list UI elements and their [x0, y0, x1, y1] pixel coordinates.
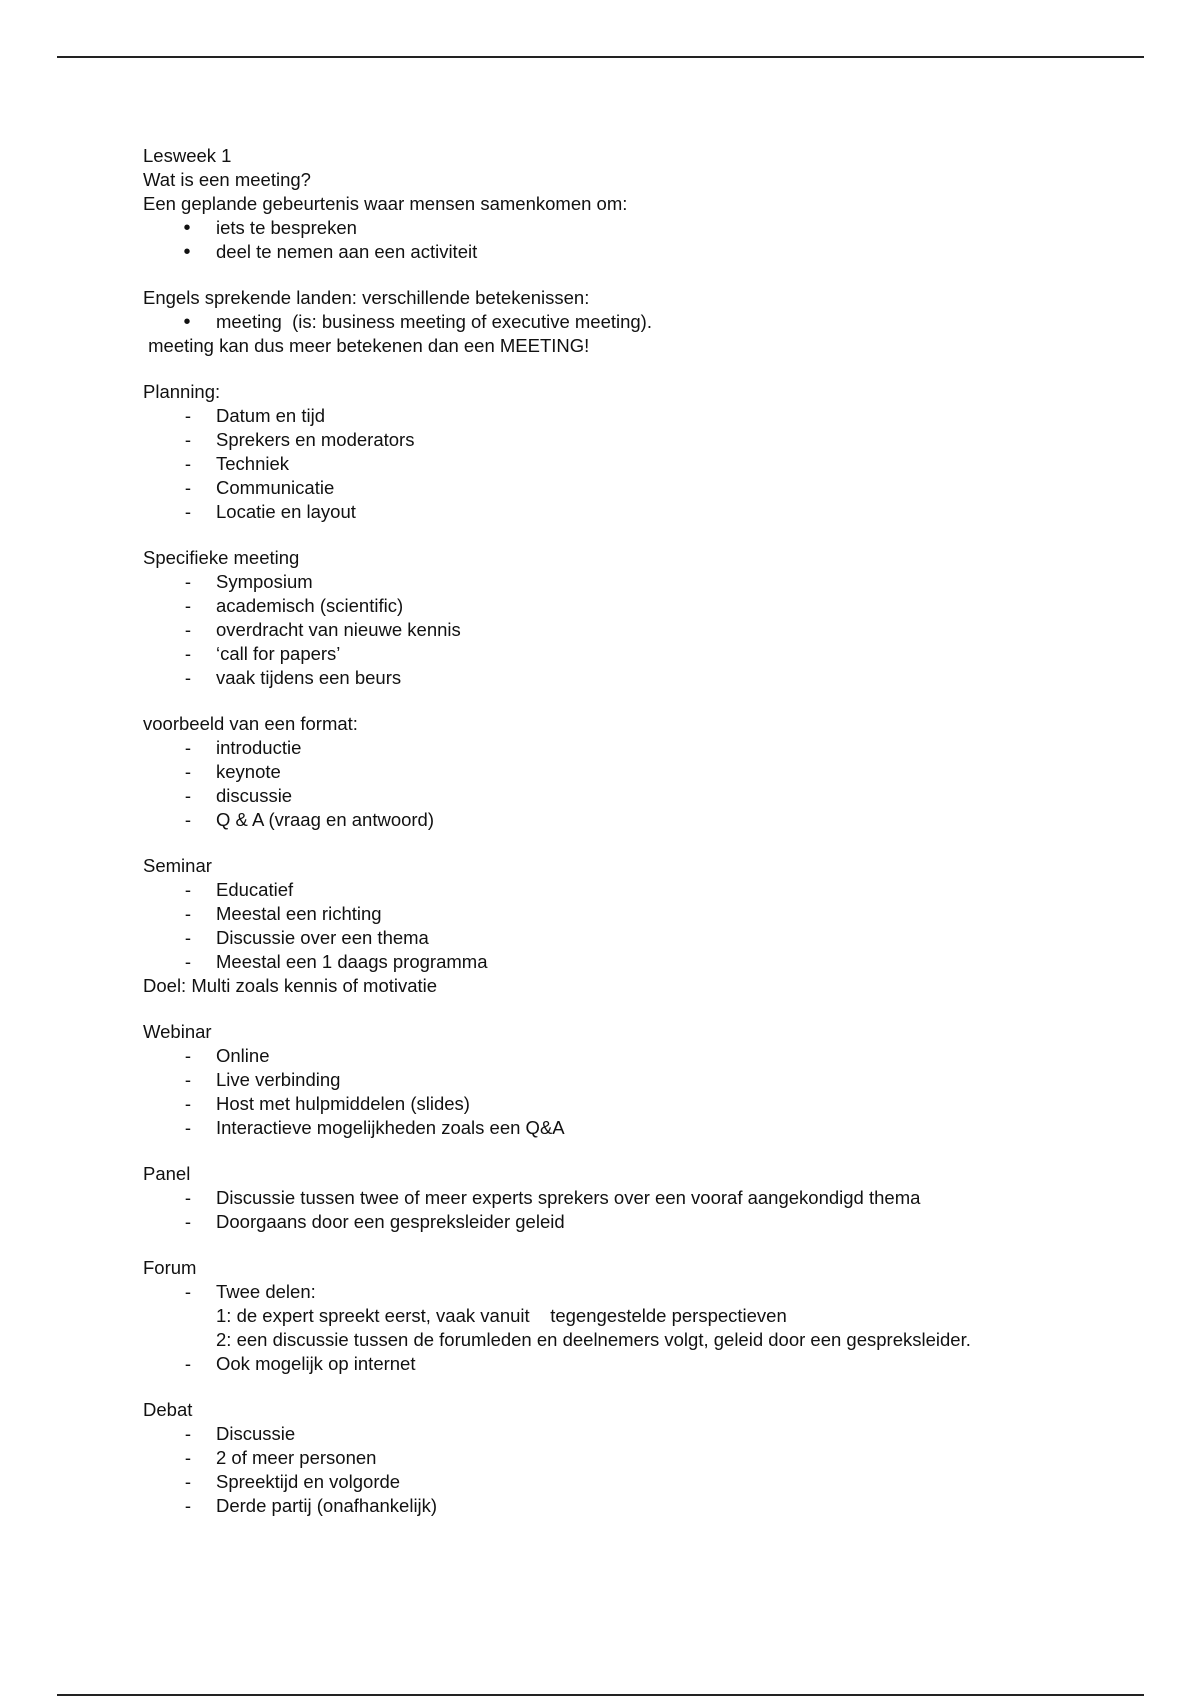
list-item: - keynote [143, 760, 1143, 784]
footer-rule [57, 1694, 1144, 1696]
document-body [143, 144, 1143, 1540]
list-item: - Discussie [143, 1422, 1143, 1446]
section-heading: Seminar [143, 855, 212, 876]
list-item: - discussie [143, 784, 1143, 808]
dash-icon: - [184, 429, 192, 450]
dash-icon: - [184, 1353, 192, 1374]
dash-icon: - [184, 951, 192, 972]
bullet-icon: • [183, 217, 191, 239]
list-item: - Discussie over een thema [143, 926, 1143, 950]
list-item: - Symposium [143, 570, 1143, 594]
list-item: - Discussie tussen twee of meer experts sprekers over een vooraf aangekondigd thema [143, 1186, 1143, 1210]
forum-sub-item: 1: de expert spreekt eerst, vaak vanuit tegengestelde perspectieven [216, 1305, 787, 1326]
section-forum [143, 1256, 1143, 1376]
dash-icon: - [184, 1447, 192, 1468]
dash-icon: - [184, 1495, 192, 1516]
list-item: - Communicatie [143, 476, 1143, 500]
list-item: - Doorgaans door een gespreksleider geleid [143, 1210, 1143, 1234]
dash-icon: - [184, 879, 192, 900]
list-item: - Meestal een 1 daags programma [143, 950, 1143, 974]
seminar-goal: Doel: Multi zoals kennis of motivatie [143, 975, 438, 996]
list-item: - Q & A (vraag en antwoord) [143, 808, 1143, 832]
section-heading: voorbeeld van een format: [143, 713, 358, 734]
dash-icon: - [184, 453, 192, 474]
dash-icon: - [184, 1471, 192, 1492]
bullet-icon: • [183, 241, 191, 263]
dash-icon: - [184, 809, 192, 830]
list-item: - Derde partij (onafhankelijk) [143, 1494, 1143, 1518]
english-note: meeting kan dus meer betekenen dan een MEETING! [143, 335, 590, 356]
list-item: - overdracht van nieuwe kennis [143, 618, 1143, 642]
list-item: - Online [143, 1044, 1143, 1068]
list-item: - 2 of meer personen [143, 1446, 1143, 1470]
dash-icon: - [184, 619, 192, 640]
section-english [143, 286, 1143, 358]
section-webinar [143, 1020, 1143, 1140]
section-heading: Debat [143, 1399, 193, 1420]
list-item: - Host met hulpmiddelen (slides) [143, 1092, 1143, 1116]
dash-icon: - [184, 1187, 192, 1208]
list-item: - Locatie en layout [143, 500, 1143, 524]
section-heading: Engels sprekende landen: verschillende betekenissen: [143, 287, 590, 308]
dash-icon: - [184, 667, 192, 688]
list-item: - Datum en tijd [143, 404, 1143, 428]
dash-icon: - [184, 643, 192, 664]
list-item: - Live verbinding [143, 1068, 1143, 1092]
dash-icon: - [184, 927, 192, 948]
section-heading: Panel [143, 1163, 191, 1184]
list-item: - Twee delen: [143, 1280, 1143, 1304]
dash-icon: - [184, 1117, 192, 1138]
list-item: - ‘call for papers’ [143, 642, 1143, 666]
forum-sub-item: 2: een discussie tussen de forumleden en deelnemers volgt, geleid door een gespreksleider. [216, 1329, 971, 1350]
list-item: - Educatief [143, 878, 1143, 902]
list-item: - Sprekers en moderators [143, 428, 1143, 452]
meeting-definition: Een geplande gebeurtenis waar mensen samenkomen om: [143, 193, 628, 214]
dash-icon: - [184, 1423, 192, 1444]
list-item: - Meestal een richting [143, 902, 1143, 926]
section-debat [143, 1398, 1143, 1518]
dash-icon: - [184, 1211, 192, 1232]
dash-icon: - [184, 405, 192, 426]
section-heading: Specifieke meeting [143, 547, 300, 568]
list-item: - academisch (scientific) [143, 594, 1143, 618]
list-item: • deel te nemen aan een activiteit [143, 240, 1143, 264]
dash-icon: - [184, 501, 192, 522]
meeting-question: Wat is een meeting? [143, 169, 311, 190]
dash-icon: - [184, 1045, 192, 1066]
dash-icon: - [184, 477, 192, 498]
bullet-icon: • [183, 311, 191, 333]
list-item: • iets te bespreken [143, 216, 1143, 240]
section-seminar [143, 854, 1143, 998]
section-panel [143, 1162, 1143, 1234]
list-item: - vaak tijdens een beurs [143, 666, 1143, 690]
header-rule [57, 56, 1144, 58]
dash-icon: - [184, 737, 192, 758]
dash-icon: - [184, 761, 192, 782]
section-heading: Planning: [143, 381, 221, 402]
section-intro [143, 144, 1143, 264]
section-format [143, 712, 1143, 832]
list-item: - Interactieve mogelijkheden zoals een Q&A [143, 1116, 1143, 1140]
dash-icon: - [184, 785, 192, 806]
section-heading: Webinar [143, 1021, 212, 1042]
week-title: Lesweek 1 [143, 145, 232, 166]
section-heading: Forum [143, 1257, 197, 1278]
list-item: - Spreektijd en volgorde [143, 1470, 1143, 1494]
list-item: • meeting (is: business meeting of executive meeting). [143, 310, 1143, 334]
dash-icon: - [184, 1281, 192, 1302]
list-item: - introductie [143, 736, 1143, 760]
dash-icon: - [184, 1093, 192, 1114]
section-specifieke-meeting [143, 546, 1143, 690]
dash-icon: - [184, 571, 192, 592]
list-item: - Techniek [143, 452, 1143, 476]
dash-icon: - [184, 903, 192, 924]
list-item: - Ook mogelijk op internet [143, 1352, 1143, 1376]
dash-icon: - [184, 1069, 192, 1090]
section-planning [143, 380, 1143, 524]
dash-icon: - [184, 595, 192, 616]
